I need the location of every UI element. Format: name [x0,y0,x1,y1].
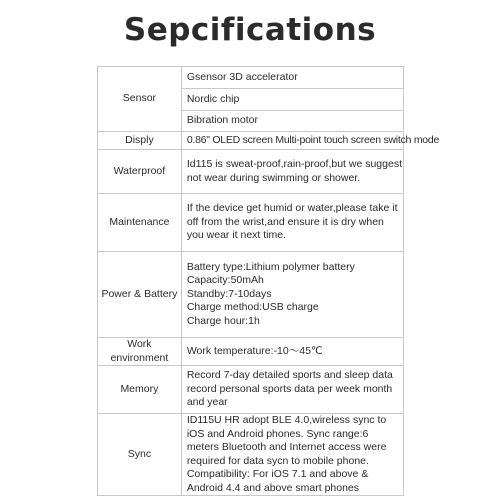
row-value-sensor-3: Bibration motor [181,111,403,132]
table-row-environment [98,338,404,366]
table-row-waterproof [98,150,404,194]
table-row-sync [98,414,404,496]
row-label-sensor: Sensor [98,67,182,132]
row-label-environment: Work environment [98,338,182,366]
table-row-display [98,132,404,150]
row-label-power: Power & Battery [98,252,182,338]
table-row-maintenance [98,194,404,252]
row-value-display: 0.86" OLED screen Multi-point touch screen switch mode [181,132,403,150]
row-value-maintenance: If the device get humid or water,please take it off from the wrist,and ensure it is dry when you wear it next time. [181,194,403,252]
row-value-sync: ID115U HR adopt BLE 4.0,wireless sync to iOS and Android phones. Sync range:6 meters Bluetooth and Internet access were required for data sycn to mobile phone. Compatibility: For iOS 7.1 and above & Android 4.4 and above smart phones [181,414,403,496]
row-label-memory: Memory [98,366,182,414]
row-label-display: Disply [98,132,182,150]
specifications-table [97,66,440,496]
row-label-maintenance: Maintenance [98,194,182,252]
row-value-power: Battery type:Lithium polymer battery Capacity:50mAh Standby:7-10days Charge method:USB charge Charge hour:1h [181,252,403,338]
row-label-sync: Sync [98,414,182,496]
table-row-memory [98,366,404,414]
row-value-waterproof: Id115 is sweat-proof,rain-proof,but we suggest not wear during swimming or shower. [181,150,403,194]
table-row-sensor-1 [98,67,404,89]
row-value-sensor-2: Nordic chip [181,89,403,111]
row-value-sensor-1: Gsensor 3D accelerator [181,67,403,89]
row-label-waterproof: Waterproof [98,150,182,194]
page-title: Sepcifications [123,12,377,48]
table-row-power [98,252,404,338]
row-value-environment: Work temperature:-10～45℃ [181,338,403,366]
row-value-memory: Record 7-day detailed sports and sleep data record personal sports data per week month and year [181,366,403,414]
